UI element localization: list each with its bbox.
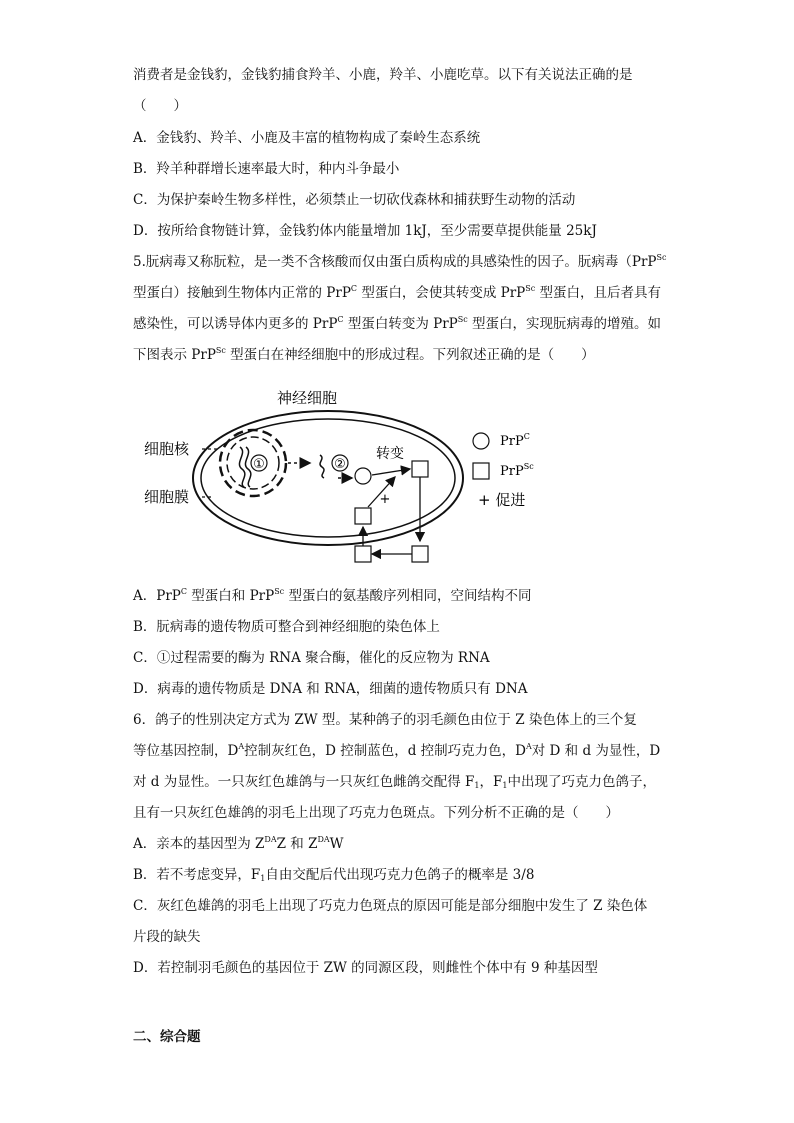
q4-option-b: B．羚羊种群增长速率最大时，种内斗争最小 (133, 161, 400, 177)
q5-stem-line3: 感染性，可以诱导体内更多的 PrP$^C$ 型蛋白转变为 PrP$^{Sc}$ 型蛋白，实现朊病毒的增殖。如 (133, 315, 662, 332)
section-heading: 二、综合题 (133, 1029, 201, 1045)
cell-outline (193, 411, 463, 545)
legend-prpc: PrP$^C$ (500, 432, 530, 449)
legend-prpsc: PrP$^{Sc}$ (500, 462, 534, 479)
q5-option-c: C．①过程需要的酶为 RNA 聚合酶，催化的反应物为 RNA (133, 650, 490, 666)
q5-option-b: B．朊病毒的遗传物质可整合到神经细胞的染色体上 (133, 619, 440, 635)
q5-option-d: D．病毒的遗传物质是 DNA 和 RNA，细菌的遗传物质只有 DNA (133, 681, 528, 697)
q5-option-a: A．PrP$^C$ 型蛋白和 PrP$^{Sc}$ 型蛋白的氨基酸序列相同，空间结构不同 (133, 587, 532, 604)
membrane-label: 细胞膜 (144, 488, 190, 506)
promote-plus: + (379, 492, 391, 507)
q6-option-b: B．若不考虑变异，$F_1$自由交配后代出现巧克力色鸽子的概率是 3/8 (133, 867, 535, 883)
q4-option-a: A．金钱豹、羚羊、小鹿及丰富的植物构成了秦岭生态系统 (133, 130, 481, 146)
prpsc-box-bottom-left (355, 546, 371, 562)
dna-strand-icon (239, 447, 244, 487)
step2-label: ② (334, 457, 346, 472)
q6-stem-line2: 等位基因控制，$D^A$控制灰红色，D 控制蓝色，d 控制巧克力色，$D^A$对 D 和 d 为显性，D (133, 742, 661, 759)
transform-arrow (372, 469, 410, 475)
mrna-icon (320, 455, 324, 478)
dna-strand-icon (245, 447, 250, 487)
q6-option-c-line1: C．灰红色雄鸽的羽毛上出现了巧克力色斑点的原因可能是部分细胞中发生了 Z 染色体 (133, 898, 648, 914)
prpc-protein (355, 468, 371, 484)
prpsc-box-left (355, 508, 371, 524)
nucleus-label: 细胞核 (144, 440, 190, 458)
q6-option-c-line2: 片段的缺失 (133, 929, 201, 945)
transform-label: 转变 (376, 446, 404, 462)
q6-option-a: A．亲本的基因型为 $Z^{DA}Z$ 和 $Z^{DA}W$ (133, 835, 344, 852)
q6-stem-line4: 且有一只灰红色雄鸽的羽毛上出现了巧克力色斑点。下列分析不正确的是（ ） (133, 805, 619, 821)
prpsc-box-top-right (412, 461, 428, 477)
legend-promote: + 促进 (478, 491, 526, 509)
diagram-title: 神经细胞 (276, 389, 338, 407)
q6-stem-line3: 对 d 为显性。一只灰红色雄鸽与一只灰红色雌鸽交配得 $F_1$，$F_1$中出现了巧克力色鸽子， (133, 774, 656, 790)
prpsc-box-bottom-right (412, 546, 428, 562)
q4-stem: 消费者是金钱豹，金钱豹捕食羚羊、小鹿，羚羊、小鹿吃草。以下有关说法正确的是 (133, 67, 633, 83)
prion-diagram (130, 383, 550, 573)
q5-stem-line2: 型蛋白）接触到生物体内正常的 PrP$^C$ 型蛋白，会使其转变成 PrP$^{Sc}$ 型蛋白，且后者具有 (133, 284, 662, 301)
q4-option-c: C．为保护秦岭生物多样性，必须禁止一切砍伐森林和捕获野生动物的活动 (133, 192, 576, 208)
q5-stem-line4: 下图表示 PrP$^{Sc}$ 型蛋白在神经细胞中的形成过程。下列叙述正确的是（ ） (133, 346, 595, 363)
legend-square-icon (473, 463, 489, 479)
q4-option-d: D．按所给食物链计算，金钱豹体内能量增加 1kJ，至少需要草提供能量 25kJ (133, 223, 597, 239)
legend-circle-icon (473, 433, 489, 449)
q4-answer-blank: （ ） (133, 98, 187, 114)
step1-label: ① (253, 457, 265, 472)
q6-stem-line1: 6．鸽子的性别决定方式为 ZW 型。某种鸽子的羽毛颜色由位于 Z 染色体上的三个复 (133, 712, 637, 728)
q5-stem-line1: 5.朊病毒又称朊粒，是一类不含核酸而仅由蛋白质构成的具感染性的因子。朊病毒（PrP$^{Sc}$ (133, 253, 667, 270)
cell-membrane (201, 419, 455, 537)
q6-option-d: D．若控制羽毛颜色的基因位于 ZW 的同源区段，则雌性个体中有 9 种基因型 (133, 960, 598, 976)
